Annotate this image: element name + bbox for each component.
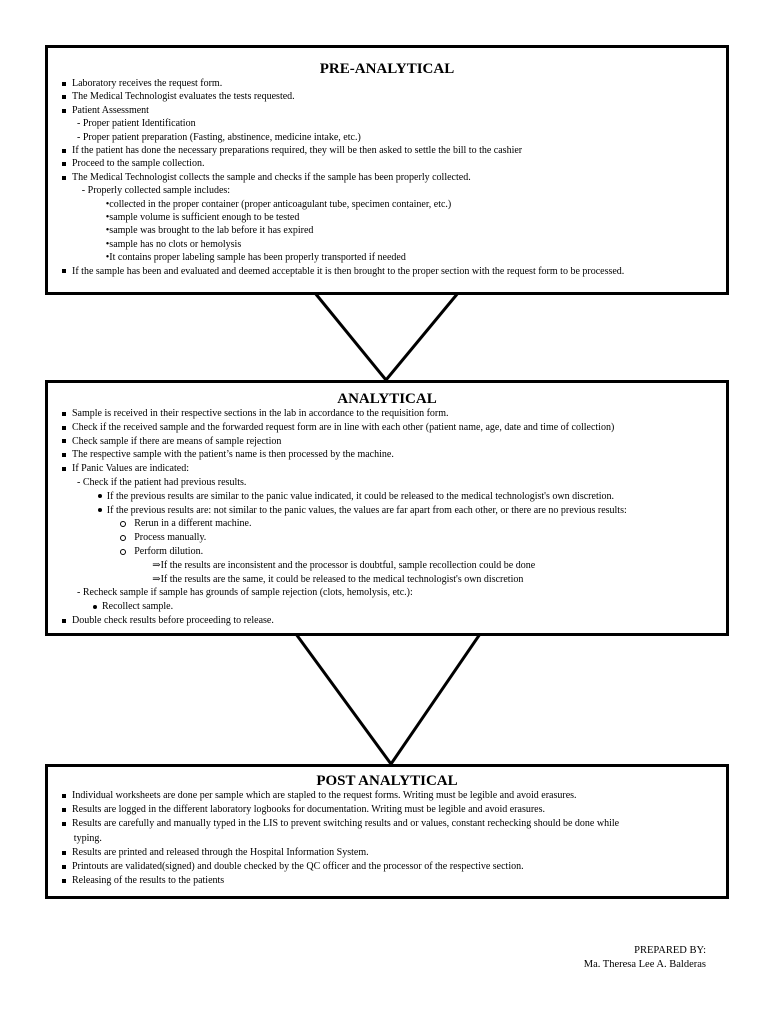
- list-item-text: - Proper patient Identification: [77, 118, 196, 130]
- dot-bullet-icon: [93, 605, 97, 609]
- list-item-text: Releasing of the results to the patients: [72, 875, 225, 887]
- list-item: [61, 789, 726, 803]
- list-item: [61, 559, 726, 573]
- list-item: [61, 198, 726, 211]
- list-item: [61, 545, 726, 559]
- dot-bullet-icon: [98, 494, 102, 498]
- square-bullet-icon: [62, 822, 66, 826]
- post-analytical-list: [48, 789, 726, 888]
- list-item: [61, 238, 726, 251]
- list-item-text: Patient Assessment: [72, 104, 149, 116]
- square-bullet-icon: [62, 82, 66, 86]
- list-item-text: - Proper patient preparation (Fasting, abstinence, medicine intake, etc.): [77, 131, 361, 143]
- list-item-text: If the previous results are: not similar to the panic values, the values are far apart from each other, or there are no previous results:: [106, 504, 627, 516]
- list-item-text: Results are printed and released through the Hospital Information System.: [72, 846, 369, 858]
- list-item: [61, 517, 726, 531]
- post-analytical-title: POST ANALYTICAL: [316, 773, 458, 789]
- list-item-text: Process manually.: [134, 532, 207, 544]
- square-bullet-icon: [62, 467, 66, 471]
- list-item-text: Perform dilution.: [134, 545, 204, 557]
- connector-arrow-2: [296, 634, 480, 764]
- post-analytical-box: [45, 764, 729, 899]
- signature-block: [584, 944, 706, 972]
- list-item-text: - Check if the patient had previous results.: [77, 476, 247, 488]
- ring-bullet-icon: [120, 535, 126, 541]
- list-item-text: ⇒If the results are inconsistent and the processor is doubtful, sample recollection could be done: [152, 559, 536, 571]
- list-item: [61, 131, 726, 144]
- list-item: [61, 77, 726, 90]
- analytical-title: ANALYTICAL: [337, 391, 437, 407]
- list-item: [61, 476, 726, 490]
- list-item: [61, 265, 726, 278]
- list-item: [61, 504, 726, 518]
- list-item-text: Check if the received sample and the forwarded request form are in line with each other (patient name, age, date and time of collection): [72, 421, 615, 433]
- square-bullet-icon: [62, 162, 66, 166]
- list-item-text: Recollect sample.: [102, 601, 174, 613]
- square-bullet-icon: [62, 95, 66, 99]
- ring-bullet-icon: [120, 521, 126, 527]
- list-item: [61, 90, 726, 103]
- list-item: [61, 251, 726, 264]
- list-item: [61, 104, 726, 117]
- preparer-name: Ma. Theresa Lee A. Balderas: [583, 959, 706, 970]
- connector-arrow-1: [315, 293, 458, 380]
- list-item: [61, 531, 726, 545]
- list-item-text: If the previous results are similar to the panic value indicated, it could be released to the medical technologist's own discretion.: [106, 490, 614, 502]
- list-item-text: ⇒If the results are the same, it could be released to the medical technologist's own discretion: [152, 573, 524, 585]
- square-bullet-icon: [62, 269, 66, 273]
- square-bullet-icon: [62, 851, 66, 855]
- list-item-text: - Properly collected sample includes:: [81, 185, 231, 197]
- list-item-text: The Medical Technologist collects the sample and checks if the sample has been properly collected.: [72, 171, 471, 183]
- list-item-text: •sample has no clots or hemolysis: [105, 238, 242, 250]
- list-item-text: •sample volume is sufficient enough to be tested: [105, 212, 300, 224]
- list-item-text: - Recheck sample if sample has grounds of sample rejection (clots, hemolysis, etc.):: [77, 587, 413, 599]
- list-item: [61, 448, 726, 462]
- list-item-text: If the sample has been and evaluated and deemed acceptable it is then brought to the proper section with the request form to be processed.: [72, 265, 625, 277]
- list-item: [61, 184, 726, 197]
- prepared-by-label: PREPARED BY:: [634, 945, 706, 956]
- list-item: [61, 817, 726, 831]
- list-item-text: Rerun in a different machine.: [134, 518, 252, 530]
- list-item: [61, 462, 726, 476]
- list-item-text: If the patient has done the necessary preparations required, they will be then asked to settle the bill to the cashier: [72, 145, 523, 157]
- square-bullet-icon: [62, 619, 66, 623]
- square-bullet-icon: [62, 149, 66, 153]
- list-item-text: If Panic Values are indicated:: [72, 463, 189, 475]
- list-item-text: Results are carefully and manually typed in the LIS to prevent switching results and or values, constant rechecking should be done while: [72, 818, 620, 830]
- list-item-text: Printouts are validated(signed) and double checked by the QC officer and the processor of the respective section.: [72, 861, 524, 873]
- list-item-text: •It contains proper labeling sample has been properly transported if needed: [105, 252, 406, 264]
- list-item-text: Sample is received in their respective sections in the lab in accordance to the requisition form.: [72, 408, 449, 419]
- list-item: [61, 171, 726, 184]
- list-item: [61, 846, 726, 860]
- list-item: [61, 586, 726, 600]
- list-item: [61, 573, 726, 587]
- list-item-text: Check sample if there are means of sample rejection: [72, 435, 282, 447]
- list-item: [61, 211, 726, 224]
- list-item-text: Laboratory receives the request form.: [72, 78, 223, 89]
- list-item-text: •collected in the proper container (proper anticoagulant tube, specimen container, etc.): [105, 198, 452, 210]
- square-bullet-icon: [62, 879, 66, 883]
- list-item: [61, 803, 726, 817]
- list-item: [61, 832, 726, 846]
- list-item-text: The Medical Technologist evaluates the tests requested.: [72, 91, 295, 103]
- list-item: [61, 117, 726, 130]
- list-item: [61, 600, 726, 614]
- analytical-box: [45, 380, 729, 636]
- square-bullet-icon: [62, 808, 66, 812]
- list-item-text: Proceed to the sample collection.: [72, 158, 205, 170]
- list-item: [61, 407, 726, 421]
- dot-bullet-icon: [98, 508, 102, 512]
- list-item: [61, 421, 726, 435]
- analytical-list: [48, 407, 726, 628]
- square-bullet-icon: [62, 412, 66, 416]
- list-item: [61, 157, 726, 170]
- list-item-text: Double check results before proceeding to release.: [72, 614, 274, 626]
- list-item-text: Results are logged in the different laboratory logbooks for documentation. Writing must be legible and avoid erasures.: [72, 804, 545, 816]
- list-item-text: •sample was brought to the lab before it has expired: [105, 225, 314, 237]
- pre-analytical-title: PRE-ANALYTICAL: [319, 61, 455, 77]
- pre-analytical-box: [45, 45, 729, 295]
- square-bullet-icon: [62, 426, 66, 430]
- list-item-text: typing.: [73, 832, 102, 844]
- square-bullet-icon: [62, 453, 66, 457]
- list-item: [61, 490, 726, 504]
- square-bullet-icon: [62, 865, 66, 869]
- ring-bullet-icon: [120, 549, 126, 555]
- list-item-text: The respective sample with the patient’s name is then processed by the machine.: [72, 449, 394, 461]
- list-item: [61, 614, 726, 628]
- square-bullet-icon: [62, 439, 66, 443]
- square-bullet-icon: [62, 176, 66, 180]
- list-item-text: Individual worksheets are done per sample which are stapled to the request forms. Writing must be legible and avoid erasures.: [72, 790, 577, 801]
- list-item: [61, 435, 726, 449]
- pre-analytical-list: [48, 77, 726, 278]
- square-bullet-icon: [62, 109, 66, 113]
- list-item: [61, 144, 726, 157]
- list-item: [61, 874, 726, 888]
- list-item: [61, 860, 726, 874]
- square-bullet-icon: [62, 794, 66, 798]
- list-item: [61, 224, 726, 237]
